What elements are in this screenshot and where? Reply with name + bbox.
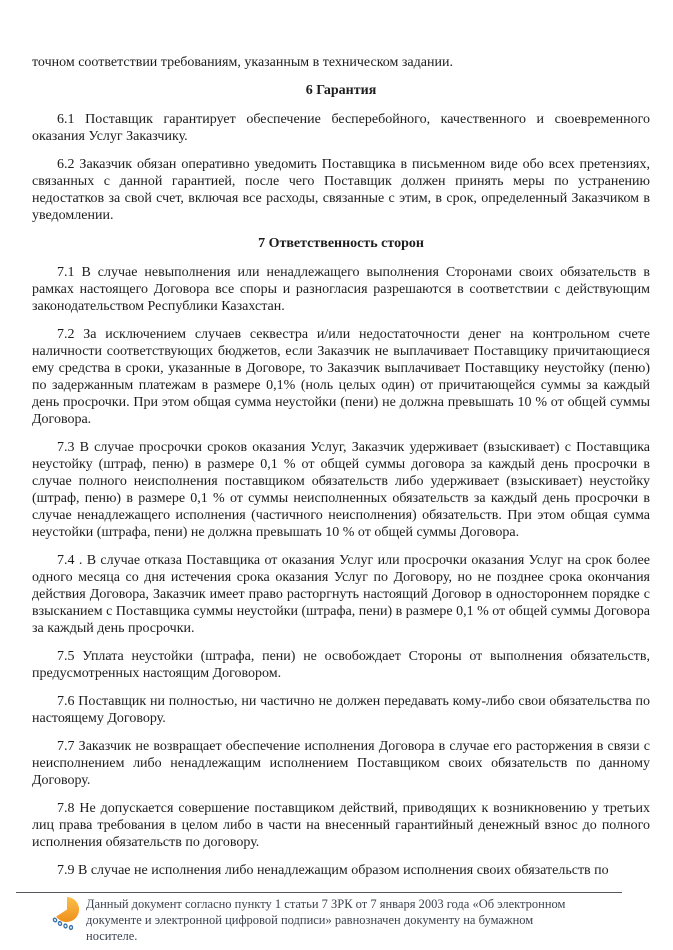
paragraph-7-5: 7.5 Уплата неустойки (штрафа, пени) не освобождает Стороны от выполнения обязательств, предусмотренных настоящим Договором. [32,649,650,681]
paragraph-7-3: 7.3 В случае просрочки сроков оказания Услуг, Заказчик удерживает (взыскивает) с Поставщика неустойку (штраф, пеню) в размере 0,1 % от общей суммы договора за каждый день просрочки в случае полного неисполнения поставщиком обязательств либо удерживает (взыскивает) неустойку (штраф, пеню) в размере 0,1 % от суммы неисполненных обязательств за каждый день просрочки в случае ненадлежащего исполнения (частичного неисполнения) обязательств. При этом общая сумма неустойки (штрафа, пени) не должна превышать 10 % от общей суммы Договора. [32,440,650,540]
paragraph-7-4: 7.4 . В случае отказа Поставщика от оказания Услуг или просрочки оказания Услуг на срок более одного месяца со дня истечения срока оказания Услуг по Договору, но не позднее срока окончания действия Договора, Заказчик имеет право расторгнуть настоящий Договор в одностороннем порядке с взысканием с Поставщика суммы неустойки (штрафа, пени) в размере 0,1 % от общей суммы Договора за каждый день просрочки. [32,553,650,636]
section-heading-warranty: 6 Гарантия [305,83,377,98]
paragraph-7-2: 7.2 За исключением случаев секвестра и/или недостаточности денег на контрольном счете наличности соответствующих бюджетов, если Заказчик не выплачивает Поставщику причитающиеся ему средства в сроки, указанные в Договоре, то Заказчик выплачивает Поставщику неустойку (пеню) по задержанным платежам в размере 0,1% (ноль целых один) от причитающейся суммы за каждый день просрочки. При этом общая сумма неустойки (пени) не должна превышать 10 % от общей суммы Договора. [32,327,650,427]
paragraph-continuation: точном соответствии требованиям, указанным в техническом задании. [32,55,453,70]
paragraph-7-8: 7.8 Не допускается совершение поставщиком действий, приводящих к возникновению у третьих лиц права требования в целом либо в части на внесенный гарантийный денежный взнос до полного исполнения обязательств по договору. [32,801,650,850]
paragraph-7-7: 7.7 Заказчик не возвращает обеспечение исполнения Договора в случае его расторжения в связи с неисполнением либо ненадлежащим исполнением Поставщиком своих обязательств по данному Договору. [32,739,650,788]
paragraph-7-9-truncated: 7.9 В случае не исполнения либо ненадлежащим образом исполнения своих обязательств по [57,863,609,878]
paragraph-6-2: 6.2 Заказчик обязан оперативно уведомить Поставщика в письменном виде обо всех претензиях, связанных с данной гарантией, после чего Поставщик должен принять меры по устранению недостатков за свой счет, включая все расходы, связанные с этим, в срок, определенный Заказчиком в уведомлении. [32,157,650,223]
legal-footer [0,892,673,950]
paragraph-7-1: 7.1 В случае невыполнения или ненадлежащего выполнения Сторонами своих обязательств в рамках настоящего Договора все споры и разногласия разрешаются в соответствии с действующим законодательством Республики Казахстан. [32,265,650,314]
section-heading-liability: 7 Ответственность сторон [258,236,424,251]
paragraph-7-6: 7.6 Поставщик ни полностью, ни частично не должен передавать кому-либо свои обязательства по настоящему Договору. [32,694,650,726]
paragraph-6-1: 6.1 Поставщик гарантирует обеспечение бесперебойного, качественного и своевременного оказания Услуг Заказчику. [32,112,650,144]
footer-legal-text: Данный документ согласно пункту 1 статьи 7 ЗРК от 7 января 2003 года «Об электронном документе и электронной цифровой подписи» равнозначен документу на бумажном носителе. [86,897,566,943]
egov-signature-logo-icon [50,895,82,935]
